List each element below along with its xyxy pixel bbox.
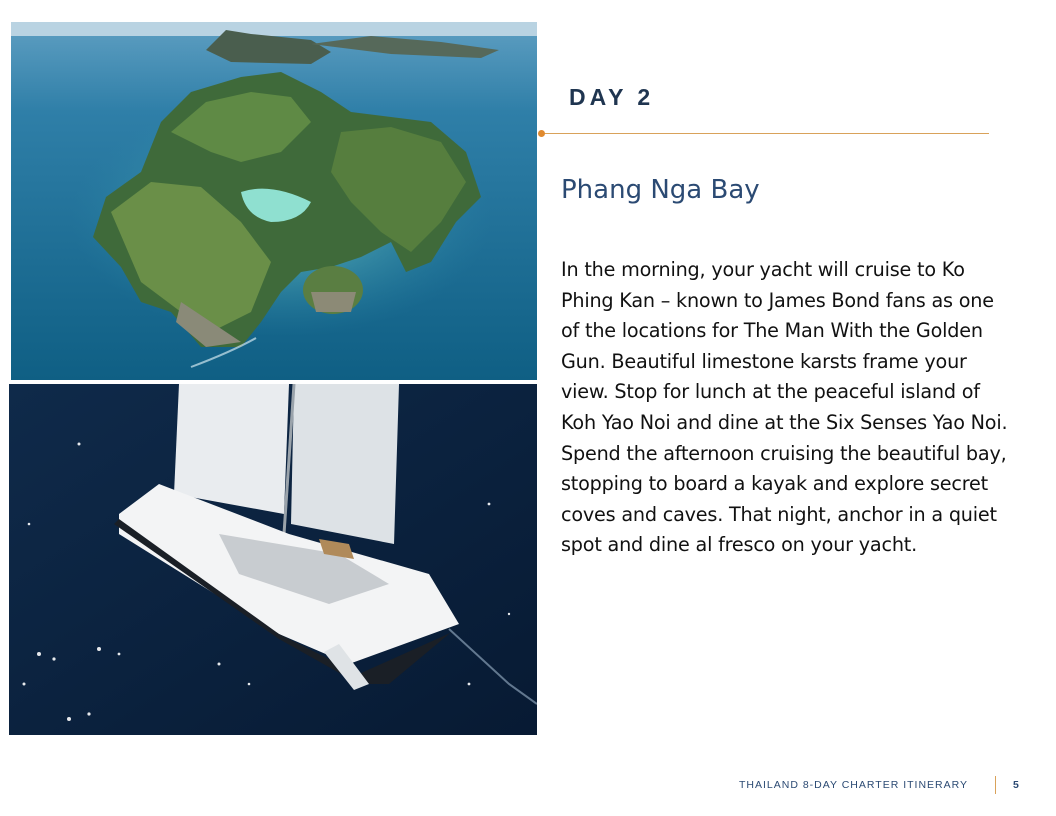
catamaran-photo [9,384,537,735]
footer-divider [995,776,996,794]
accent-rule-dot [538,130,545,137]
location-title: Phang Nga Bay [561,175,760,205]
itinerary-description: In the morning, your yacht will cruise to Ko Phing Kan – known to James Bond fans as one of the locations for The Man With the Golden Gun. Beautiful limestone karsts frame your view. Stop for lunch at the peaceful island of Koh Yao Noi and dine at the Six Senses Yao Noi. Spend the afternoon cruising the beautiful bay, stopping to board a kayak and explore secret coves and caves. That night, anchor in a quiet spot and dine al fresco on your yacht. [561,258,1008,557]
accent-rule [541,133,989,134]
page-number: 5 [1013,779,1019,791]
day-heading: DAY 2 [569,84,655,110]
aerial-island-photo [11,22,537,380]
footer-label: THAILAND 8-DAY CHARTER ITINERARY [739,779,969,791]
